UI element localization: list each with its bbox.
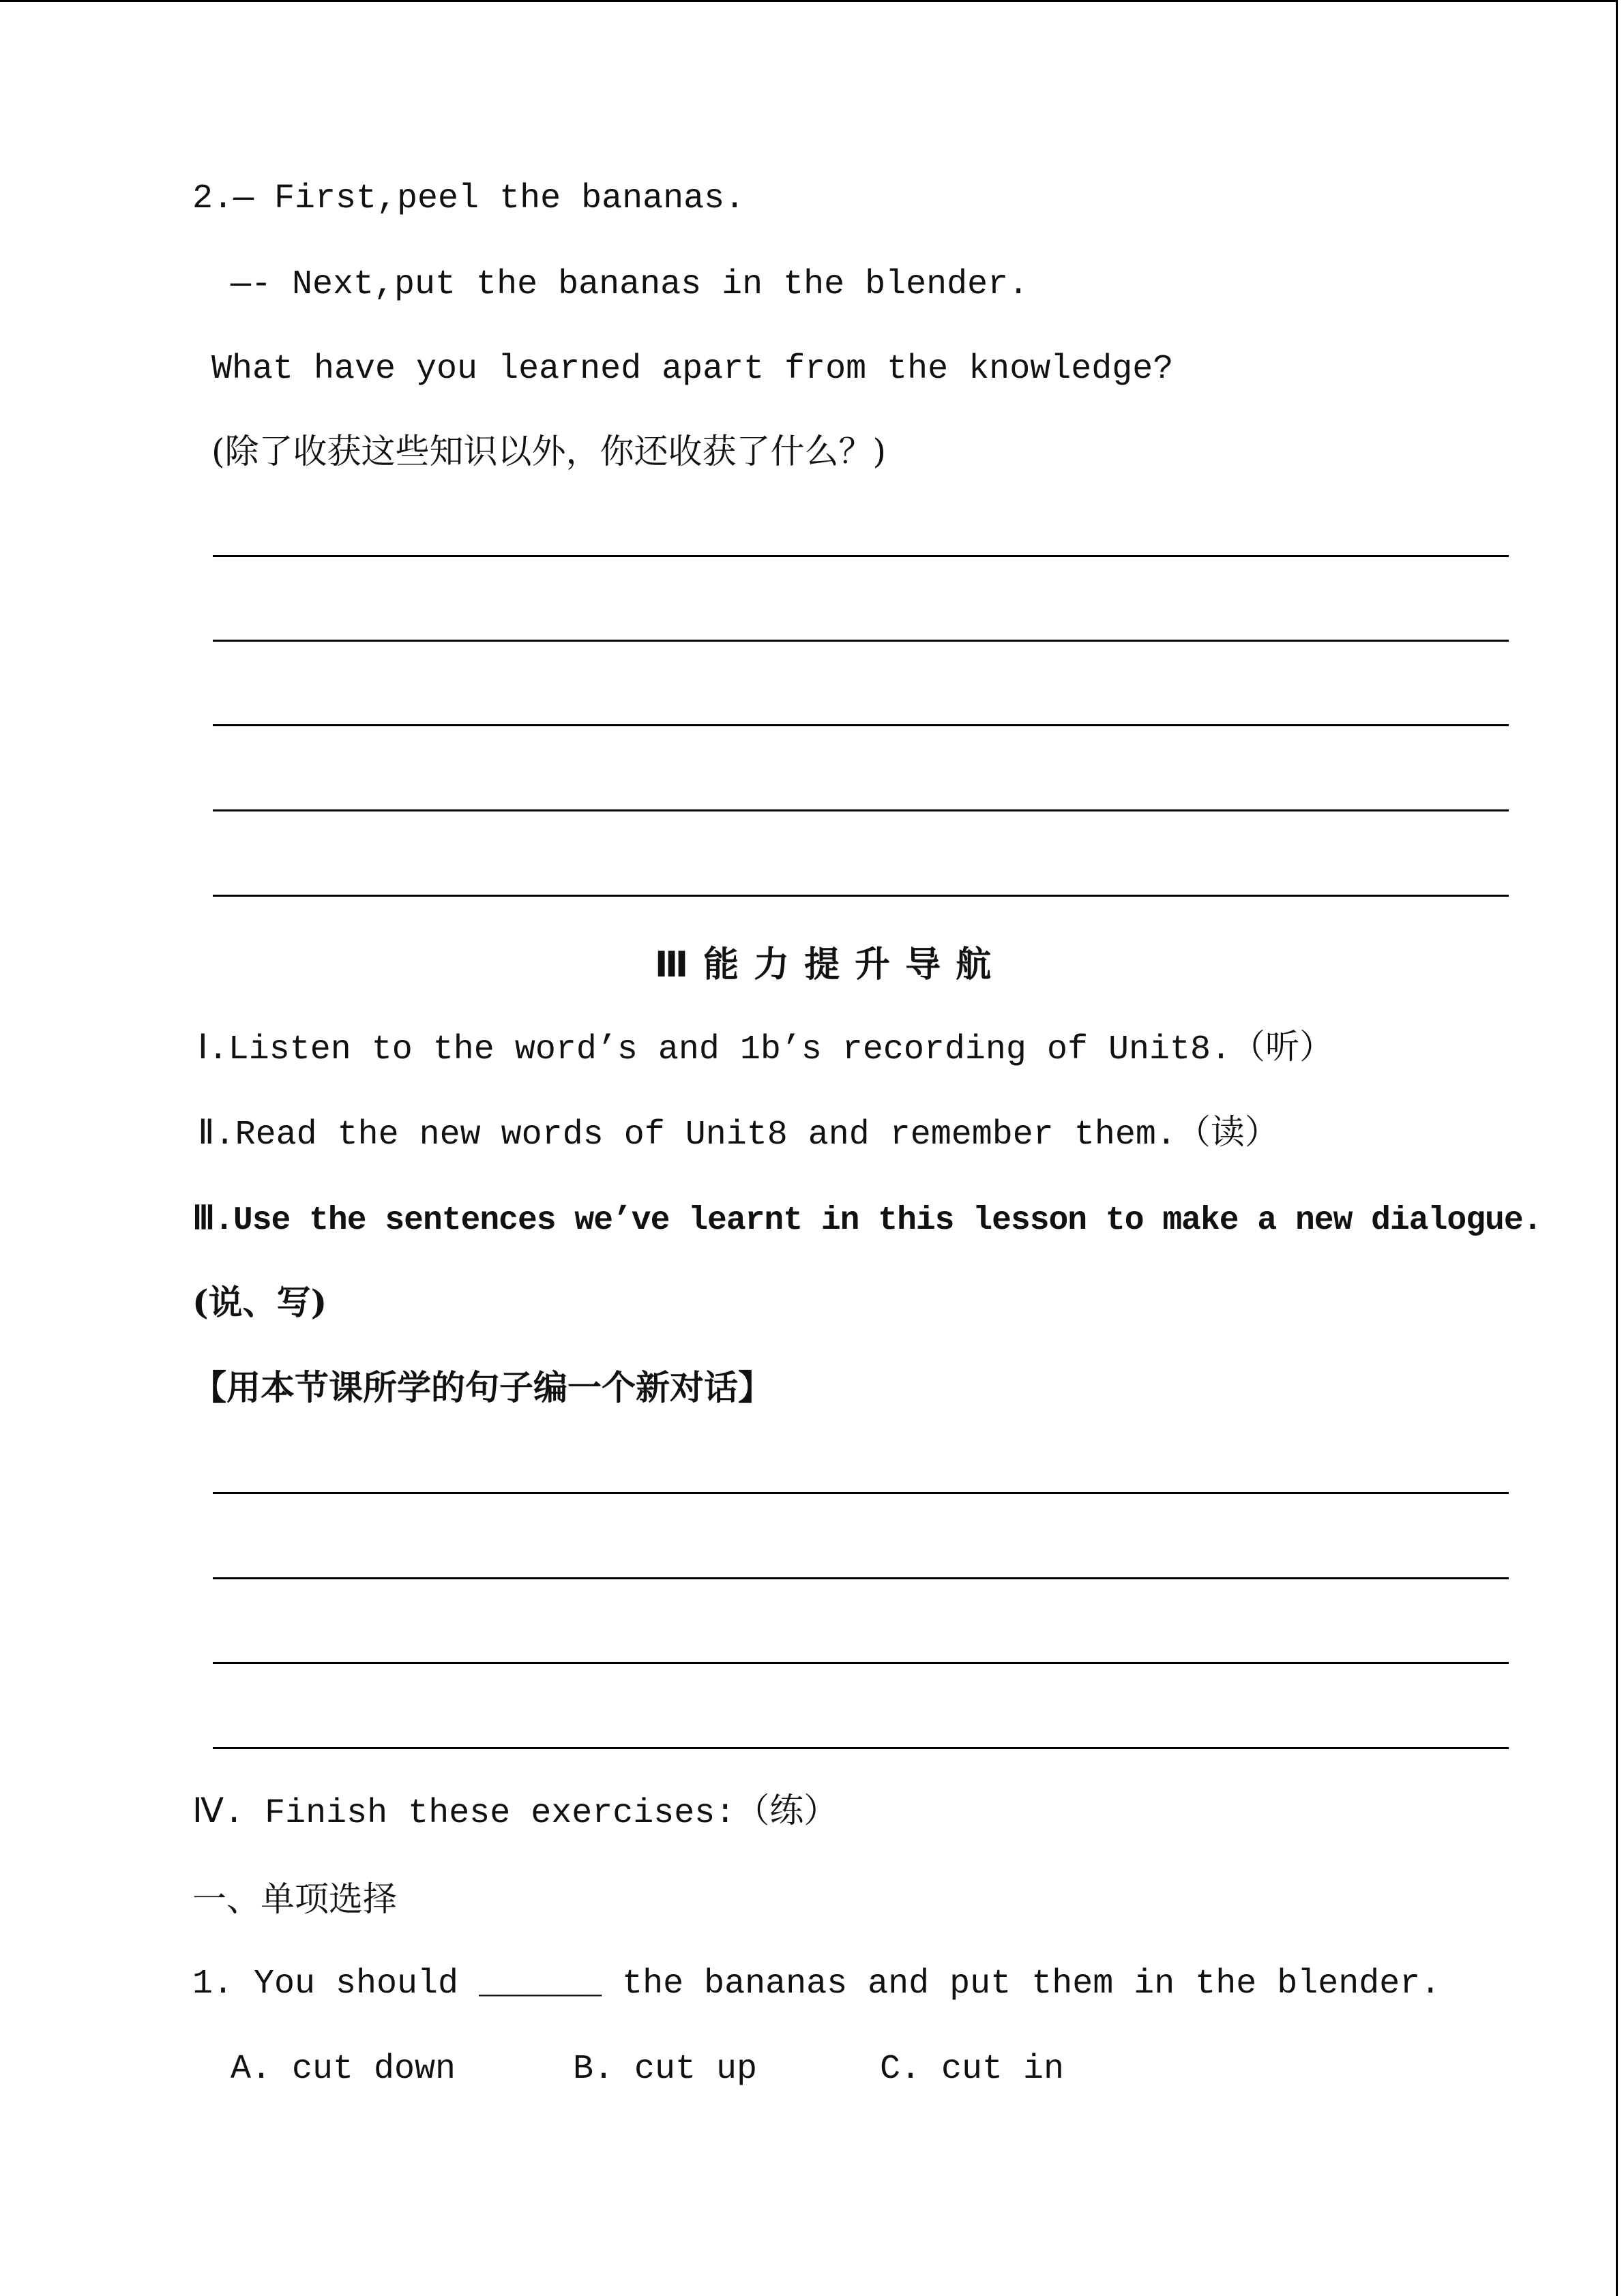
answer-line[interactable] bbox=[213, 724, 1509, 726]
task-3-tag: (说、写) bbox=[192, 1282, 327, 1322]
answer-line[interactable] bbox=[213, 555, 1509, 557]
review-line-1: 2.— First,peel the bananas. bbox=[192, 179, 745, 218]
option-a[interactable]: A. cut down bbox=[231, 2050, 456, 2089]
dialogue-line[interactable] bbox=[213, 1662, 1509, 1664]
answer-line[interactable] bbox=[213, 809, 1509, 811]
task-3: Ⅲ.Use the sentences we’ve learnt in this lesson to make a new dialogue. bbox=[192, 1202, 1542, 1239]
review-line-2: —- Next,put the bananas in the blender. bbox=[231, 265, 1029, 304]
option-c[interactable]: C. cut in bbox=[880, 2050, 1065, 2089]
task-2: Ⅱ.Read the new words of Unit8 and remember them.（读） bbox=[198, 1116, 1279, 1154]
task-3-instruction-cn: 【用本节课所学的句子编一个新对话】 bbox=[192, 1368, 772, 1407]
dialogue-line[interactable] bbox=[213, 1577, 1509, 1579]
option-b[interactable]: B. cut up bbox=[573, 2050, 758, 2089]
answer-line[interactable] bbox=[213, 895, 1509, 897]
question-1: 1. You should ______ the bananas and put them in the blender. bbox=[192, 1965, 1441, 2003]
task-1: Ⅰ.Listen to the word’s and 1b’s recording of Unit8.（听） bbox=[198, 1030, 1333, 1069]
dialogue-line[interactable] bbox=[213, 1747, 1509, 1749]
dialogue-line[interactable] bbox=[213, 1492, 1509, 1494]
task-4: Ⅳ. Finish these exercises:（练） bbox=[192, 1794, 838, 1833]
reflection-question-cn: (除了收获这些知识以外，你还收获了什么？) bbox=[211, 432, 887, 471]
section-heading: Ⅲ能力提升导航 bbox=[655, 944, 1007, 985]
reflection-question-en: What have you learned apart from the knowledge? bbox=[211, 350, 1174, 389]
exercise-section-title: 一、单项选择 bbox=[192, 1879, 397, 1919]
answer-line[interactable] bbox=[213, 640, 1509, 642]
